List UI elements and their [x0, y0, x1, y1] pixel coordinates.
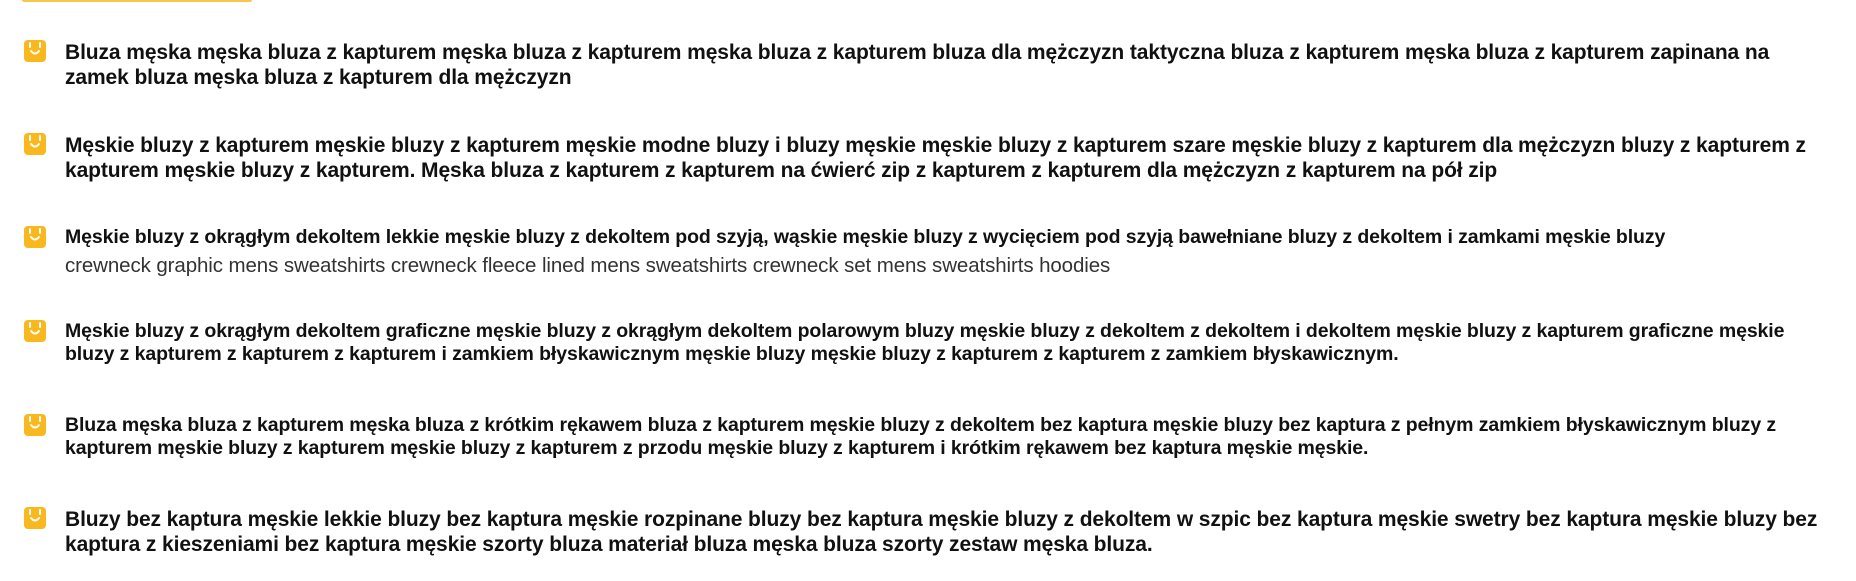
- bag-icon: [24, 133, 46, 155]
- bag-icon: [24, 226, 46, 248]
- suggestion-text: Bluza męska męska bluza z kapturem męska bluza z kapturem męska bluza z kapturem bluza dla mężczyzn taktyczna bluza z kapturem męska bluza z kapturem zapinana na zamek bluza męska bluza z kapturem dla mężczyzn: [65, 41, 1770, 89]
- bag-icon: [24, 507, 46, 529]
- suggestion-text: Bluza męska bluza z kapturem męska bluza z krótkim rękawem bluza z kapturem męskie bluzy z dekoltem bez kaptura męskie bluzy bez kaptura z pełnym zamkiem błyskawicznym bluzy z kapturem męskie bluzy z kapturem męskie bluzy z kapturem z przodu męskie bluzy z kapturem i krótkim rękawem bez kaptura męskie męskie.: [65, 414, 1777, 459]
- bag-icon: [24, 320, 46, 342]
- suggestion-text-line2: crewneck graphic mens sweatshirts crewneck fleece lined mens sweatshirts crewneck set mens sweatshirts hoodies: [65, 254, 1111, 277]
- suggestion-text: Bluzy bez kaptura męskie lekkie bluzy bez kaptura męskie rozpinane bluzy bez kaptura męskie bluzy z dekoltem w szpic bez kaptura męskie swetry bez kaptura męskie bluzy bez kaptura z kieszeniami bez kaptura męskie szorty bluza materiał bluza męska bluza szorty zestaw męska bluza.: [65, 508, 1818, 556]
- suggestion-text: Męskie bluzy z okrągłym dekoltem graficzne męskie bluzy z okrągłym dekoltem polarowym bluzy męskie bluzy z dekoltem z dekoltem i dekoltem męskie bluzy z kapturem graficzne męskie bluzy z kapturem z kapturem z kapturem i zamkiem błyskawicznym męskie bluzy męskie bluzy z kapturem z kapturem z zamkiem błyskawicznym.: [65, 320, 1785, 365]
- top-accent-bar: [22, 0, 252, 2]
- suggestion-text: Męskie bluzy z kapturem męskie bluzy z kapturem męskie modne bluzy i bluzy męskie męskie bluzy z kapturem szare męskie bluzy z kapturem dla mężczyzn bluzy z kapturem z kapturem męskie bluzy z kapturem. Męska bluza z kapturem z kapturem na ćwierć zip z kapturem z kapturem dla mężczyzn z kapturem na pół zip: [65, 134, 1806, 182]
- suggestion-text: [65, 226, 1825, 281]
- bag-icon: [24, 40, 46, 62]
- suggestion-text-line1: Męskie bluzy z okrągłym dekoltem lekkie męskie bluzy z dekoltem pod szyją, wąskie męskie bluzy z wycięciem pod szyją bawełniane bluzy z dekoltem i zamkami męskie bluzy: [65, 226, 1666, 248]
- bag-icon: [24, 414, 46, 436]
